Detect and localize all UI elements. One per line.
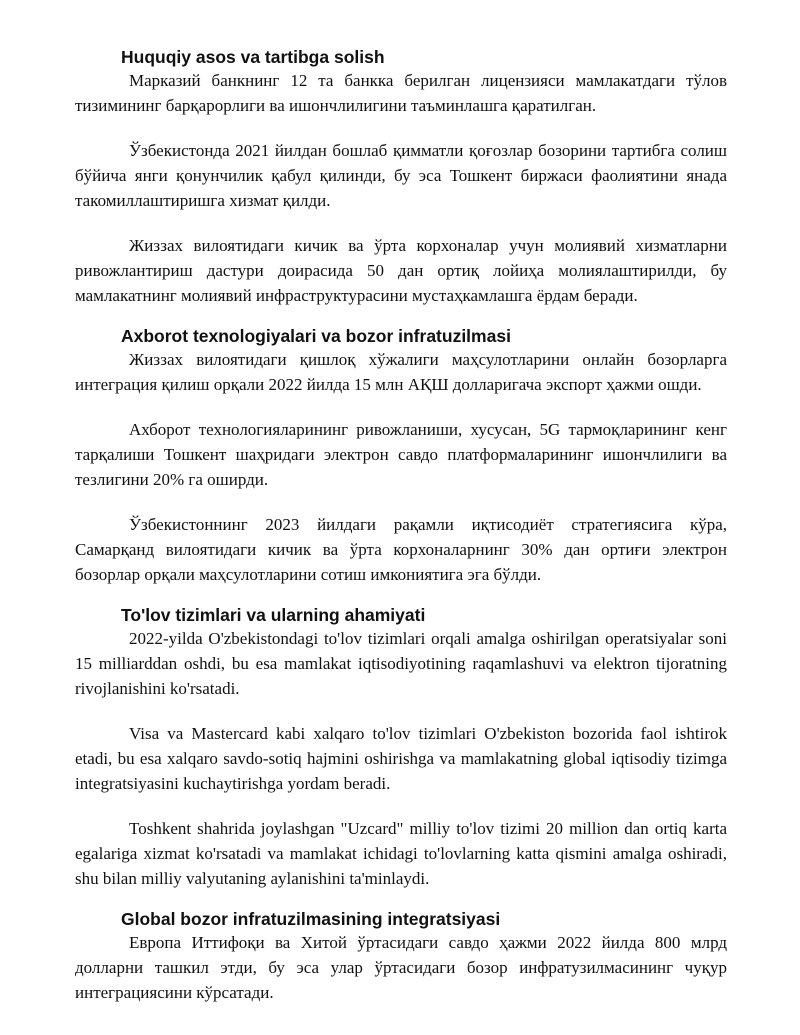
paragraph: Жиззах вилоятидаги қишлоқ хўжалиги маҳсулотларини онлайн бозорларга интеграция қилиш орқали 2022 йилда 15 млн АҚШ долларигача экспорт ҳажми ошди.	[75, 350, 727, 394]
paragraph: Ўзбекистонда 2021 йилдан бошлаб қимматли қоғозлар бозорини тартибга солиш бўйича янги қонунчилик қабул қилинди, бу эса Тошкент биржаси фаолиятини янада такомиллаштиришга хизмат қилди.	[75, 141, 727, 210]
paragraph: Toshkent shahrida joylashgan "Uzcard" milliy to'lov tizimi 20 million dan ortiq karta egalariga xizmat ko'rsatadi va mamlakat ichidagi to'lovlarning katta qismini amalga oshiradi, shu bilan milliy valyutaning aylanishini ta'minlaydi.	[75, 819, 727, 888]
paragraph: Европа Иттифоқи ва Хитой ўртасидаги савдо ҳажми 2022 йилда 800 млрд долларни ташкил этди, бу эса улар ўртасидаги бозор инфратузилмасининг чуқур интеграциясини кўрсатади.	[75, 933, 727, 1002]
document-page	[75, 46, 727, 1005]
paragraph: Ўзбекистоннинг 2023 йилдаги рақамли иқтисодиёт стратегиясига кўра, Самарқанд вилоятидаги кичик ва ўрта корхоналарнинг 30% дан ортиғи электрон бозорлар орқали маҳсулотларини сотиш имкониятига эга бўлди.	[75, 515, 727, 584]
paragraph: Visa va Mastercard kabi xalqaro to'lov tizimlari O'zbekiston bozorida faol ishtirok etadi, bu esa xalqaro savdo-sotiq hajmini oshirishga va mamlakatning global iqtisodiy tizimga integratsiyasini kuchaytirishga yordam beradi.	[75, 724, 727, 793]
section-heading: Global bozor infratuzilmasining integratsiyasi	[121, 909, 501, 929]
paragraph: 2022-yilda O'zbekistondagi to'lov tizimlari orqali amalga oshirilgan operatsiyalar soni 15 milliarddan oshdi, bu esa mamlakat iqtisodiyotining raqamlashuvi va elektron tijoratning rivojlanishini ko'rsatadi.	[75, 629, 727, 698]
section-heading: Axborot texnologiyalari va bozor infratuzilmasi	[121, 326, 511, 346]
section-heading: Huquqiy asos va tartibga solish	[121, 47, 385, 67]
section-legal-framework	[75, 46, 727, 308]
section-global-integration	[75, 908, 727, 1005]
paragraph: Ахборот технологияларининг ривожланиши, хусусан, 5G тармоқларининг кенг тарқалиши Тошкент шаҳридаги электрон савдо платформаларининг ишончлилиги ва тезлигини 20% га оширди.	[75, 420, 727, 489]
paragraph: Жиззах вилоятидаги кичик ва ўрта корхоналар учун молиявий хизматларни ривожлантириш дастури доирасида 50 дан ортиқ лойиҳа молиялаштирилди, бу мамлакатнинг молиявий инфраструктурасини мустаҳкамлашга ёрдам беради.	[75, 236, 727, 305]
section-it-market-infrastructure	[75, 325, 727, 587]
paragraph: Марказий банкнинг 12 та банкка берилган лицензияси мамлакатдаги тўлов тизимининг барқарорлиги ва ишончлилигини таъминлашга қаратилган.	[75, 71, 727, 115]
section-heading: To'lov tizimlari va ularning ahamiyati	[121, 605, 426, 625]
section-payment-systems	[75, 604, 727, 891]
